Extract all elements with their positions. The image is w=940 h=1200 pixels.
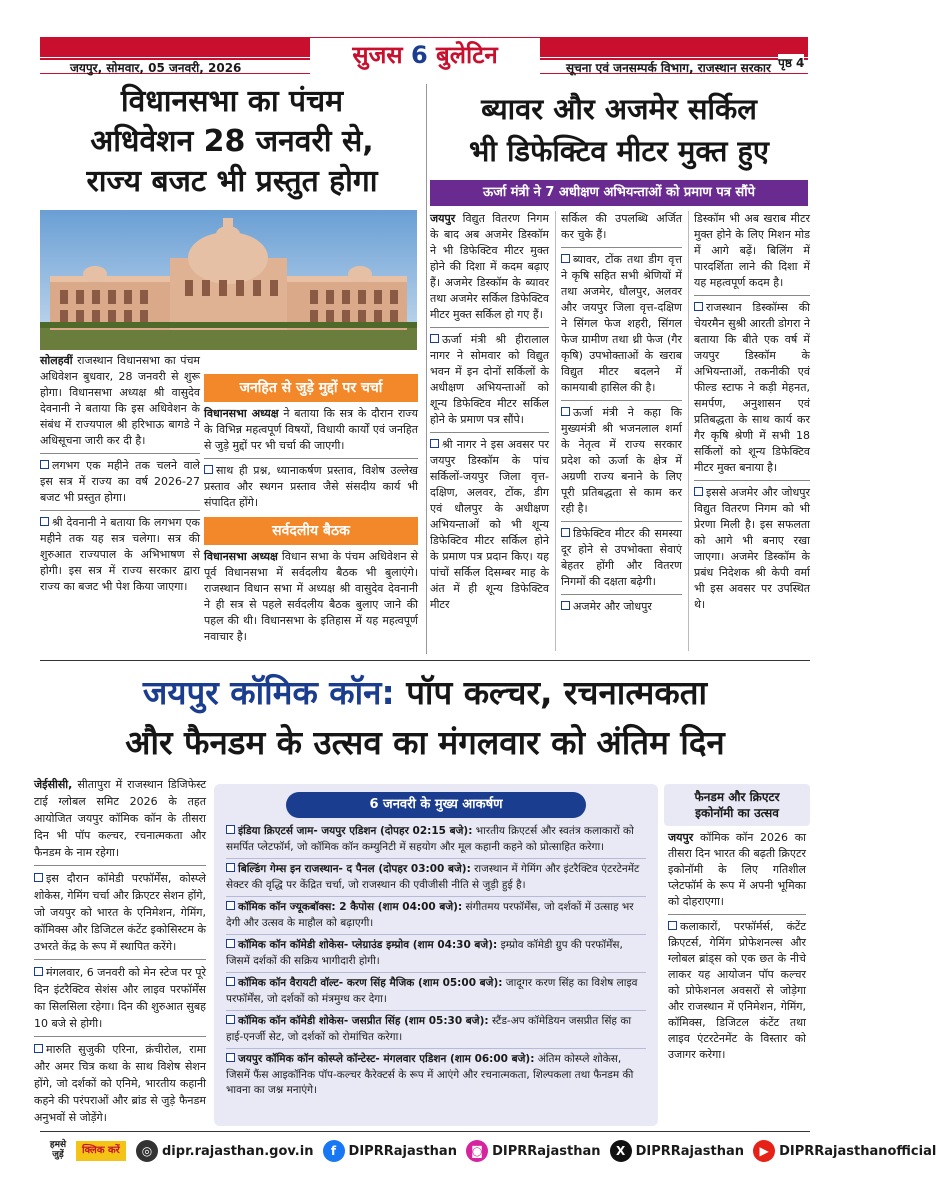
story3-headline-text: पॉप कल्चर, रचनात्मकता [406, 673, 708, 712]
story1-right-column [204, 374, 418, 645]
footer-bar [40, 1136, 937, 1166]
attractions-box [214, 784, 658, 1126]
instagram-icon: ◙ [466, 1140, 488, 1162]
story1-left-column [40, 353, 200, 595]
assembly-building-photo [40, 210, 417, 350]
attraction-item [226, 1052, 646, 1102]
story1-lead: विधानसभा अध्यक्ष [204, 550, 278, 563]
panel-paragraph [668, 919, 806, 1063]
story1-text: श्री देवनानी ने बताया कि लगभग एक महीने तक यह सत्र चलेगा। सत्र की शुरुआत राज्यपाल के अभिभाषण से होगी। इस सत्र में राज्य सरकार द्वारा राज्य का बजट भी पेश किया जाएगा। [40, 516, 200, 593]
story2-paragraph [694, 485, 810, 613]
creator-economy-title [664, 784, 810, 826]
attraction-item [226, 862, 646, 897]
story2-text: ऊर्जा मंत्री ने कहा कि मुख्यमंत्री श्री भजनलाल शर्मा के नेतृत्व में राज्य सरकार प्रदेश को ऊर्जा के क्षेत्र में अग्रणी राज्य बनाने के लिए पूरी प्रतिबद्धता से काम कर रही है। [561, 406, 682, 515]
attraction-title: बिल्डिंग गेम्स इन राजस्थान- द पैनल (दोपहर 03:00 बजे): [238, 863, 471, 875]
bullet-icon [694, 302, 703, 311]
attraction-item [226, 1014, 646, 1049]
attraction-title: कॉमिक कॉन ज्यूकबॉक्स: 2 कैपोस (शाम 04:00 बजे): [238, 901, 463, 913]
story2-column-1 [430, 211, 549, 613]
divider [561, 521, 682, 522]
x-link[interactable]: DIPRRajasthan [635, 1143, 744, 1159]
bullet-icon [226, 977, 235, 986]
story2-headline [428, 88, 810, 172]
story3-lead: जेईसीसी, [34, 778, 73, 791]
story3-text: सीतापुरा में राजस्थान डिजिफेस्ट टाई ग्लोबल समिट 2026 के तहत आयोजित जयपुर कॉमिक कॉन के तीसरा दिन भी पॉप कल्चर, रचनात्मकता और फैनडम के नाम रहेगा। [34, 778, 207, 859]
panel-title-line: फैनडम और क्रिएटर [694, 790, 780, 804]
panel-text: कलाकारों, परफॉर्मर्स, कंटेंट क्रिएटर्स, गेमिंग प्रोफेशनल्स और ग्लोबल ब्रांड्स को एक छत के नीचे लाकर यह आयोजन पॉप कल्चर को प्रोफेशनल अवसरों से जोड़ेगा और राजस्थान में एनिमेशन, गेमिंग, कॉमिक्स, डिजिटल कंटेंट तथा लाइव एंटरटेनमेंट के विस्तार को उजागर करेगा। [668, 920, 806, 1061]
bullet-icon [561, 407, 570, 416]
website-link[interactable]: dipr.rajasthan.gov.in [162, 1143, 314, 1159]
click-here-button[interactable]: क्लिक करें [76, 1141, 126, 1161]
panel-paragraph [668, 830, 806, 910]
attraction-title: कॉमिक कॉन कॉमेडी शोकेस- जसप्रीत सिंह (शाम 05:30 बजे): [238, 1015, 489, 1027]
story3-paragraph [34, 964, 206, 1032]
bullet-icon [204, 465, 213, 474]
story3-text: मंगलवार, 6 जनवरी को मेन स्टेज पर पूरे दिन इंटरैक्टिव सेशंस और लाइव परफॉर्मेंस का सिलसिला रहेगा। दिन की शुरुआत सुबह 10 बजे से होगी। [34, 966, 206, 1030]
story2-paragraph [694, 300, 810, 476]
footer-links [136, 1140, 940, 1162]
story1-text: विधान सभा के पंचम अधिवेशन से पूर्व विधानसभा में सर्वदलीय बैठक भी बुलाएंगे। राजस्थान विधान सभा में अध्यक्ष श्री वासुदेव देवनानी ने ही सत्र से पहले सर्वदलीय बैठक बुलाए जाने की पहल की थी। विधानसभा के इतिहास में यह महत्वपूर्ण नवाचार है। [204, 550, 419, 643]
story2-text: विद्युत वितरण निगम के बाद अब अजमेर डिस्कॉम ने भी डिफेक्टिव मीटर मुक्त होने की दिशा में कदम बढ़ाए हैं। अजमेर डिस्कॉम के ब्यावर तथा अजमेर सर्किल डिफेक्टिव मीटर मुक्त सर्किल हो गए हैं। [430, 212, 549, 321]
story2-column-3 [694, 211, 810, 613]
story2-text: डिफेक्टिव मीटर की समस्या दूर होने से उपभोक्ता सेवाएं बेहतर होंगी और वितरण निगमों की दक्षता बढ़ेगी। [561, 527, 682, 588]
story3-paragraph [34, 870, 206, 955]
divider [694, 295, 810, 296]
bullet-icon [561, 528, 570, 537]
panel-title-line: इकोनॉमी का उत्सव [695, 806, 779, 820]
divider [561, 247, 682, 248]
story2-subheading: ऊर्जा मंत्री ने 7 अधीक्षण अभियन्ताओं को प्रमाण पत्र सौंपे [430, 180, 808, 206]
divider [40, 510, 200, 511]
join-us-bottom: जुड़ें [52, 1150, 64, 1160]
attraction-item [226, 900, 646, 935]
story2-text: अजमेर और जोधपुर [573, 600, 652, 613]
story3-headline-line: और फैनडम के उत्सव का मंगलवार को अंतिम दिन [125, 723, 725, 762]
bullet-icon [561, 601, 570, 610]
story1-paragraph [40, 515, 200, 595]
story1-lead: सोलहवीं [40, 354, 73, 367]
section-divider [40, 660, 810, 661]
story2-text: इससे अजमेर और जोधपुर विद्युत वितरण निगम को भी प्रेरणा मिली है। इस सफलता को आगे भी बनाए रखा जाएगा। अजमेर डिस्कॉम के प्रबंध निदेशक श्री केपी वर्मा भी इस अवसर पर उपस्थित थे। [694, 486, 810, 611]
story3-paragraph [34, 776, 206, 861]
bullet-icon [34, 873, 43, 882]
story2-paragraph [561, 252, 682, 396]
join-us-label [40, 1140, 76, 1160]
story1-headline [42, 82, 422, 202]
attraction-text: संगीतमय परफॉर्मेंस, जो दर्शकों में उत्साह भर देगी और उत्सव के माहौल को बढ़ाएगी। [226, 901, 634, 929]
story1-headline-line: राज्य बजट भी प्रस्तुत होगा [86, 164, 378, 199]
assembly-building-image [40, 210, 417, 350]
story3-left-column [30, 776, 210, 1126]
divider [204, 458, 418, 459]
join-us-top: हमसे [49, 1140, 67, 1150]
bullet-icon [226, 901, 235, 910]
story3-text: इस दौरान कॉमेडी परफॉर्मेंस, कोस्प्ले शोकेस, गेमिंग चर्चा और क्रिएटर सेशन होंगे, जो जयपुर को भारत के एनिमेशन, गेमिंग, कॉमिक्स और डिजिटल कंटेंट इकोसिस्टम के उभरते केंद्र के रूप में स्थापित करेंगे। [34, 872, 206, 953]
story2-text: श्री नागर ने इस अवसर पर जयपुर डिस्कॉम के पांच सर्किलों-जयपुर जिला वृत्त-दक्षिण, अलवर, टोंक, डीग एवं धौलपुर के अधीक्षण अभियन्ताओं को भी शून्य डिफेक्टिव मीटर सर्किल होने के प्रमाण पत्र प्रदान किए। यह पांचों सर्किल दिसम्बर माह के अंत में ही शून्य डिफेक्टिव मीटर [430, 438, 549, 611]
story2-lead: जयपुर [430, 212, 456, 225]
attraction-title: इंडिया क्रिएटर्स जाम- जयपुर एडिशन (दोपहर 02:15 बजे): [238, 825, 473, 837]
footer-divider [40, 1131, 810, 1132]
bullet-icon [226, 1053, 235, 1062]
story1-paragraph [40, 353, 200, 449]
divider [40, 453, 200, 454]
divider [34, 1036, 206, 1037]
bullet-icon [561, 254, 570, 263]
divider [694, 480, 810, 481]
attraction-text: स्टैंड-अप कॉमेडियन जसप्रीत सिंह का हाई-एनर्जी सेट, जो दर्शकों को रोमांचित करेगा। [226, 1015, 632, 1043]
attraction-text: इम्प्रोव कॉमेडी ग्रुप की परफॉर्मेंस, जिसमें दर्शकों की सक्रिय भागीदारी होगी। [226, 939, 623, 967]
attraction-text: अंतिम कोस्प्ले शोकेस, जिसमें फैंस आइकॉनिक पॉप-कल्चर कैरेक्टर्स के रूप में आएंगे और रचनात्मकता, शिल्पकला तथा फैनडम की भावना का जश्न मनाएंगे। [226, 1053, 634, 1096]
bullet-icon [34, 967, 43, 976]
story2-headline-line: भी डिफेक्टिव मीटर मुक्त हुए [469, 134, 769, 168]
attractions-list [214, 824, 658, 1102]
story1-text: राजस्थान विधानसभा का पंचम अधिवेशन बुधवार, 28 जनवरी से शुरू होगा। विधानसभा अध्यक्ष श्री वासुदेव देवनानी ने बताया कि इस अधिवेशन के संबंध में राज्यपाल श्री हरिभाऊ बागडे ने अधिसूचना जारी कर दी है। [40, 354, 201, 447]
story1-lead: विधानसभा अध्यक्ष [204, 407, 279, 420]
story3-paragraph [34, 1041, 206, 1126]
story1-text: ने बताया कि सत्र के दौरान राज्य के विभिन्न महत्वपूर्ण विषयों, विधायी कार्यों एवं जनहित से जुड़े मुद्दों पर भी चर्चा की जाएगी। [204, 407, 418, 452]
story1-text: लगभग एक महीने तक चलने वाले इस सत्र में राज्य का वर्ष 2026-27 बजट भी प्रस्तुत होगा। [40, 459, 200, 504]
story1-paragraph [204, 406, 418, 454]
story2-paragraph [430, 332, 549, 428]
story3-headline-line [40, 668, 810, 718]
header-date: जयपुर, सोमवार, 05 जनवरी, 2026 [70, 61, 242, 75]
attraction-text: जादूगर करण सिंह का विशेष लाइव परफॉर्मेंस, जो दर्शकों को मंत्रमुग्ध कर देगा। [226, 977, 638, 1005]
bullet-icon [40, 517, 49, 526]
story2-paragraph [561, 599, 682, 615]
story2-text: राजस्थान डिस्कॉम्स की चेयरमैन सुश्री आरती डोगरा ने बताया कि बीते एक वर्ष में जयपुर डिस्कॉम के अभियन्ताओं, तकनीकी एवं फील्ड स्टाफ ने कड़ी मेहनत, समर्पण, अनुशासन एवं प्रतिबद्धता के साथ कार्य कर गैर कृषि श्रेणी में सभी 18 सर्किलों को शून्य डिफेक्टिव मीटर मुक्त बनाया है। [694, 301, 810, 474]
story2-text: सर्किल की उपलब्धि अर्जित कर चुके हैं। [561, 212, 682, 241]
story2-text: डिस्कॉम भी अब खराब मीटर मुक्त होने के लिए मिशन मोड में आगे बढ़ें। बिलिंग में पारदर्शिता लाने की दिशा में यह महत्वपूर्ण कदम है। [694, 212, 810, 289]
bullet-icon [226, 939, 235, 948]
attraction-title: कॉमिक कॉन कॉमेडी शोकेस- प्लेग्राउंड इम्प्रोव (शाम 04:30 बजे): [238, 939, 498, 951]
story2-headline-line: ब्यावर और अजमेर सर्किल [481, 92, 757, 126]
story3-text: मारुति सुजुकी एरिना, क्रंचीरोल, रामा और अमर चित्र कथा के साथ विशेष सेशन होंगे, जो दर्शकों को एनिमे, भारतीय कहानी कहने की परंपराओं और ब्रांड से जुड़े फैनडम अनुभवों से जोड़ेंगे। [34, 1043, 206, 1124]
logo-text-left: सुजस [352, 41, 403, 69]
divider [668, 914, 806, 915]
bullet-icon [430, 334, 439, 343]
youtube-link[interactable]: DIPRRajasthanofficial [779, 1143, 937, 1159]
page-number: पृष्ठ 4 [778, 56, 805, 70]
divider [34, 865, 206, 866]
instagram-link[interactable]: DIPRRajasthan [492, 1143, 601, 1159]
globe-icon: ◎ [136, 1140, 158, 1162]
column-divider [426, 84, 427, 654]
story2-text: ब्यावर, टोंक तथा डीग वृत्त ने कृषि सहित सभी श्रेणियों में तथा अजमेर, धौलपुर, अलवर और जयपुर जिला वृत्त-दक्षिण ने सिंगल फेज शहरी, सिंगल फेज ग्रामीण तथा थ्री फेज (गैर कृषि) उपभोक्ताओं के खराब विद्युत मीटर बदलने में कामयाबी हासिल की है। [561, 253, 682, 394]
subheading-public-issues: जनहित से जुड़े मुद्दों पर चर्चा [204, 374, 418, 402]
column-divider [688, 211, 689, 651]
divider [561, 594, 682, 595]
attraction-text: राजस्थान में गेमिंग और इंटरैक्टिव एंटरटेनमेंट सेक्टर की वृद्धि पर केंद्रित चर्चा, जो राजस्थान की एवीजीसी नीति से जुड़ी हुई है। [226, 863, 640, 891]
attraction-title: जयपुर कॉमिक कॉन कोस्प्ले कॉन्टेस्ट- मंगलवार एडिशन (शाम 06:00 बजे): [238, 1053, 535, 1065]
story1-paragraph [204, 549, 418, 645]
bullet-icon [226, 825, 235, 834]
facebook-icon: f [323, 1140, 345, 1162]
facebook-link[interactable]: DIPRRajasthan [348, 1143, 457, 1159]
divider [561, 400, 682, 401]
bullet-icon [694, 487, 703, 496]
story1-text: साथ ही प्रश्न, ध्यानाकर्षण प्रस्ताव, विशेष उल्लेख प्रस्ताव और स्थगन प्रस्ताव जैसे संसदीय कार्य भी संपादित होंगे। [204, 464, 418, 509]
attraction-title: कॉमिक कॉन वैरायटी वॉल्ट- करण सिंह मैजिक (शाम 05:00 बजे): [238, 977, 503, 989]
attraction-item [226, 824, 646, 859]
story2-paragraph [561, 526, 682, 590]
panel-lead: जयपुर [668, 831, 694, 844]
bullet-icon [430, 439, 439, 448]
story1-paragraph [204, 463, 418, 511]
attraction-text: भारतीय क्रिएटर्स और स्वतंत्र कलाकारों को समर्पित प्लेटफॉर्म, जो कॉमिक कॉन कम्युनिटी में सहयोग और मूल कहानी कहने को प्रोत्साहित करेगा। [226, 825, 634, 853]
subheading-all-party-meeting: सर्वदलीय बैठक [204, 517, 418, 545]
attraction-item [226, 938, 646, 973]
story1-headline-line: अधिवेशन 28 जनवरी से, [90, 124, 374, 159]
bulletin-logo [310, 38, 540, 74]
bullet-icon [668, 921, 677, 930]
column-divider [555, 211, 556, 651]
bullet-icon [226, 863, 235, 872]
creator-economy-panel [664, 784, 810, 1126]
logo-mark: 6 [410, 41, 428, 69]
story2-column-2 [561, 211, 682, 615]
youtube-icon: ▶ [753, 1140, 775, 1162]
divider [430, 327, 549, 328]
header-department: सूचना एवं जनसम्पर्क विभाग, राजस्थान सरकार [566, 61, 771, 75]
story1-paragraph [40, 458, 200, 506]
divider [430, 432, 549, 433]
divider [34, 959, 206, 960]
story3-headline [40, 668, 810, 768]
story2-paragraph [430, 437, 549, 613]
story2-paragraph [561, 405, 682, 517]
story2-paragraph [430, 211, 549, 323]
story3-headline-highlight: जयपुर कॉमिक कॉन: [142, 673, 395, 712]
panel-text: कॉमिक कॉन 2026 का तीसरा दिन भारत की बढ़ती क्रिएटर इकोनॉमी के लिए गतिशील प्लेटफॉर्म के रूप में अपनी भूमिका को दोहराएगा। [668, 831, 807, 908]
logo-text-right: बुलेटिन [436, 41, 498, 69]
bullet-icon [34, 1044, 43, 1053]
story2-text: ऊर्जा मंत्री श्री हीरालाल नागर ने सोमवार को विद्युत भवन में इन दोनों सर्किलों के अधीक्षण अभियन्ताओं को शून्य डिफेक्टिव मीटर सर्किल होने के प्रमाण पत्र सौंपे। [430, 333, 549, 426]
bullet-icon [226, 1015, 235, 1024]
attractions-title: 6 जनवरी के मुख्य आकर्षण [286, 792, 586, 818]
attraction-item [226, 976, 646, 1011]
bullet-icon [40, 460, 49, 469]
story1-headline-line: विधानसभा का पंचम [120, 84, 344, 119]
x-icon: X [610, 1140, 632, 1162]
